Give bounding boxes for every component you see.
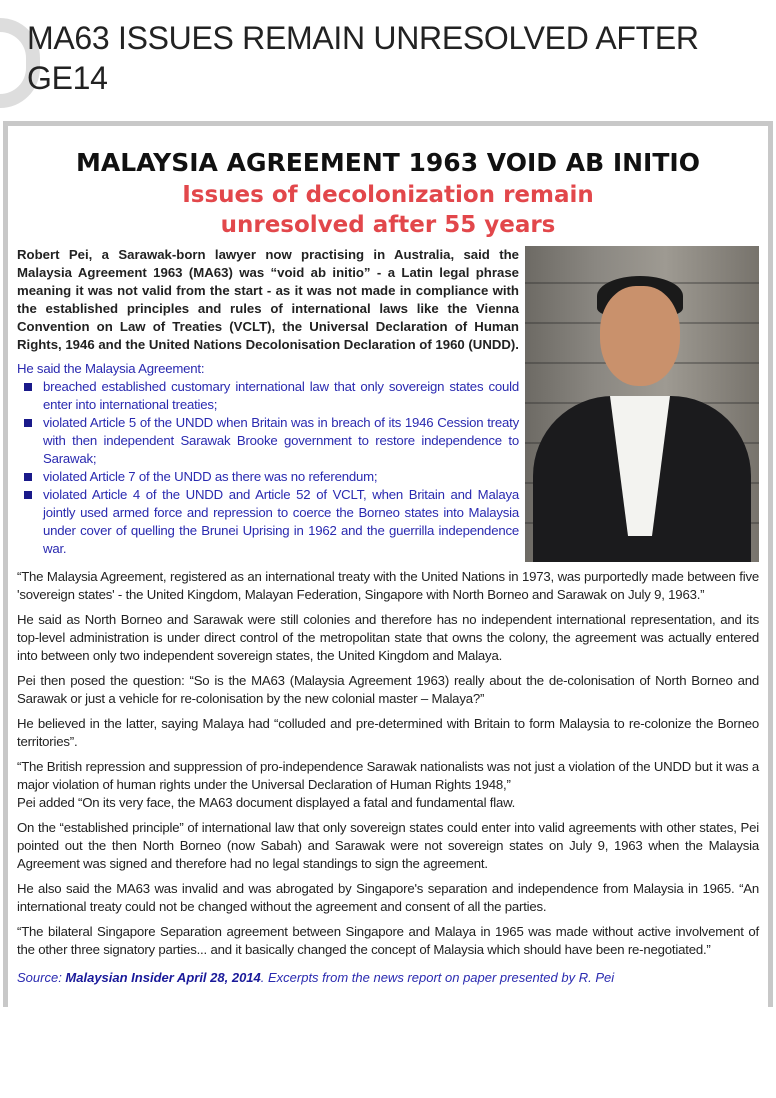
list-item: [17, 414, 519, 468]
list-item-text: breached established customary international law that only sovereign states could enter into international treaties;: [43, 379, 519, 412]
paragraph: On the “established principle” of international law that only sovereign states could enter into valid agreements with other states, Pei pointed out the then North Borneo (now Sabah) and Sarawak were not sovereign states on July 9, 1963 when the Malaysia Agreement was signed and therefore had no legal standings to sign the agreement.: [17, 820, 759, 871]
paragraph: “The bilateral Singapore Separation agreement between Singapore and Malaya in 1965 was made without active involvement of the other three signatory parties... and it basically changed the concept of Malaysia which should have been re-negotiated.”: [17, 924, 759, 957]
square-bullet-icon: [24, 473, 32, 481]
article-body: [17, 568, 759, 959]
source-publication: Malaysian Insider April 28, 2014: [65, 970, 261, 985]
article-headline: MALAYSIA AGREEMENT 1963 VOID AB INITIO: [76, 148, 700, 177]
article-image[interactable]: [3, 121, 773, 1007]
paragraph: Pei added “On its very face, the MA63 document displayed a fatal and fundamental flaw.: [17, 795, 516, 810]
source-label: Source:: [17, 970, 66, 985]
list-item: [17, 486, 519, 558]
paragraph: He also said the MA63 was invalid and was abrogated by Singapore's separation and independence from Malaysia in 1965. “An international treaty could not be changed without the agreement and consent of all the parties.: [17, 881, 759, 914]
paragraph: He said as North Borneo and Sarawak were still colonies and therefore has no independent international representation, and its top-level administration is under direct control of the metropolitan state that owns the colony, the agreement was actually entered into between only two independent sovereign states, the United Kingdom and Malaya.: [17, 612, 759, 663]
article-subheadline: [17, 180, 759, 240]
subheadline-line-1: Issues of decolonization remain: [182, 182, 594, 208]
intro-column: [17, 246, 519, 562]
square-bullet-icon: [24, 383, 32, 391]
claims-list: [17, 378, 519, 558]
list-item: [17, 378, 519, 414]
list-item-text: violated Article 5 of the UNDD when Britain was in breach of its 1946 Cession treaty with then independent Sarawak Brooke government to restore independence to Sarawak;: [43, 415, 519, 466]
list-item-text: violated Article 4 of the UNDD and Article 52 of VCLT, when Britain and Malaya jointly used armed force and repression to coerce the Borneo states into Malaysia under cover of quelling the Brunei Uprising in 1962 and the guerrilla independence war.: [43, 487, 519, 556]
square-bullet-icon: [24, 419, 32, 427]
portrait-photo: [525, 246, 759, 562]
paragraph: He believed in the latter, saying Malaya had “colluded and pre-determined with Britain to form Malaysia to re-colonize the Borneo territories”.: [17, 716, 759, 749]
square-bullet-icon: [24, 491, 32, 499]
list-item: [17, 468, 519, 486]
source-citation: [17, 969, 759, 987]
list-item-text: violated Article 7 of the UNDD as there was no referendum;: [43, 469, 378, 484]
list-intro: He said the Malaysia Agreement:: [17, 361, 205, 376]
source-note: . Excerpts from the news report on paper presented by R. Pei: [260, 970, 615, 985]
paragraph: “The Malaysia Agreement, registered as an international treaty with the United Nations in 1973, was purportedly made between five 'sovereign states' - the United Kingdom, Malayan Federation, Singapore with North Borneo and Sarawak on July 9, 1963.”: [17, 569, 759, 602]
intro-paragraph: Robert Pei, a Sarawak-born lawyer now practising in Australia, said the Malaysia Agreement 1963 (MA63) was “void ab initio” - a Latin legal phrase meaning it was not valid from the start - as it was not made in compliance with the established principles and rules of international laws like the Vienna Convention on Law of Treaties (VCLT), the Universal Declaration of Human Rights, 1946 and the United Nations Decolonisation Declaration of 1960 (UNDD).: [17, 247, 519, 352]
intro-row: [17, 246, 759, 562]
claims-section: [17, 360, 519, 558]
paragraph: Pei then posed the question: “So is the MA63 (Malaysia Agreement 1963) really about the de-colonisation of North Borneo and Sarawak or just a vehicle for re-colonisation by the new colonial master – Malaya?”: [17, 673, 759, 706]
paragraph: “The British repression and suppression of pro-independence Sarawak nationalists was not just a violation of the UNDD but it was a major violation of human rights under the Universal Declaration of Human Rights 1948,”: [17, 759, 759, 792]
post-title: MA63 ISSUES REMAIN UNRESOLVED AFTER GE14: [27, 20, 699, 96]
subheadline-line-2: unresolved after 55 years: [220, 212, 556, 238]
